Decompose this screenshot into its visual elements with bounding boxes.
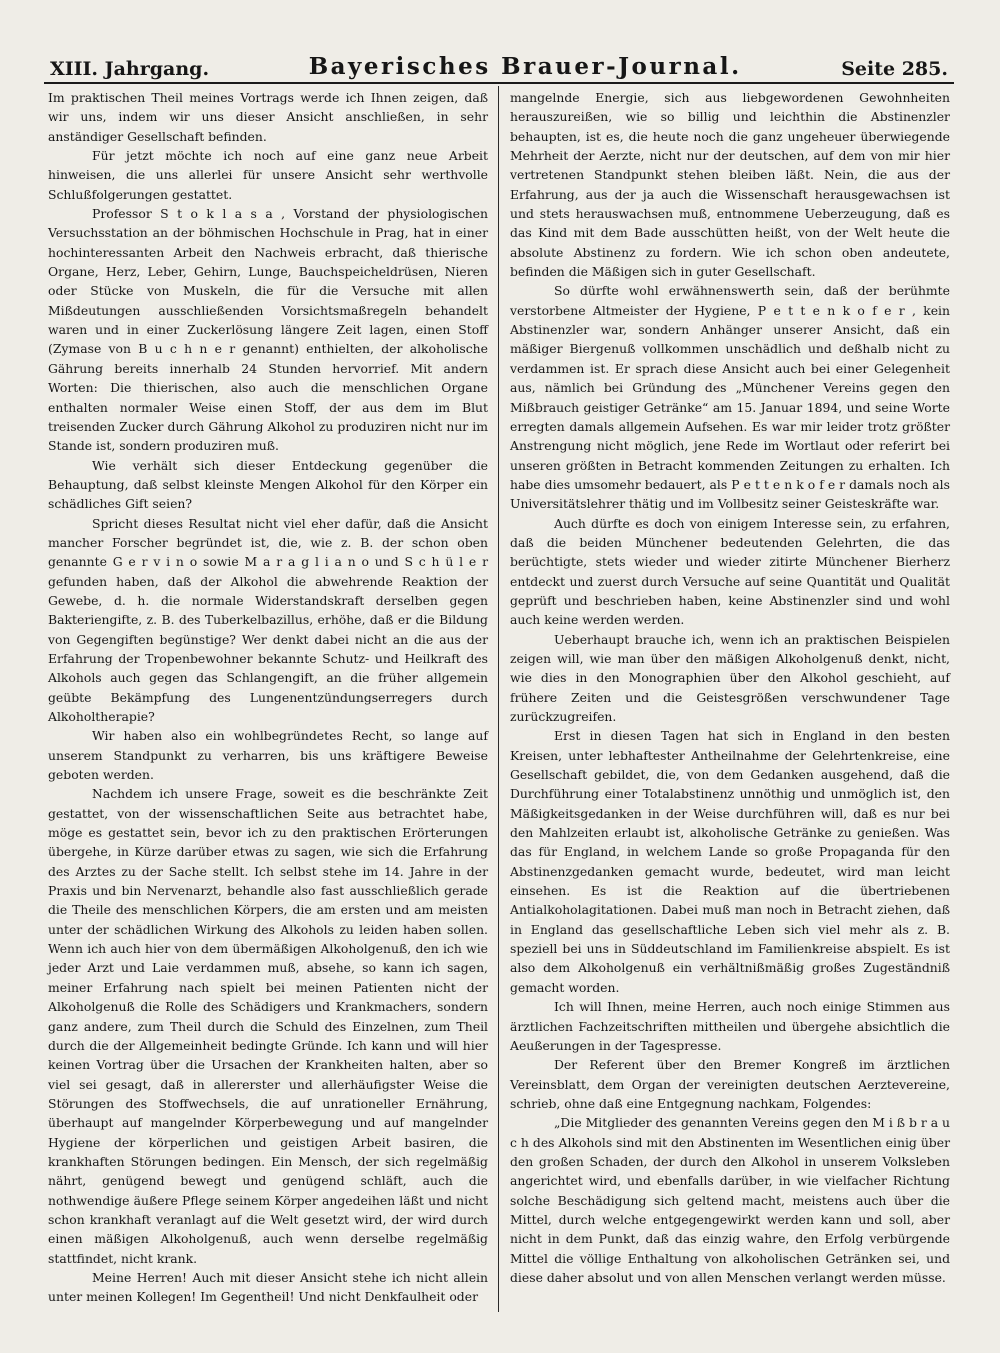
right-column — [510, 88, 950, 1287]
page-number: Seite 285. — [841, 58, 948, 80]
paragraph: Spricht dieses Resultat nicht viel eher dafür, daß die Ansicht mancher Forscher begründet ist, die, wie z. B. der schon oben genannte G e r v i n o sowie M a r a g l i a n o und S c h ü l e r gefunden haben, daß der Alkohol die abwehrende Reaktion der Gewebe, d. h. die normale Widerstandskraft derselben gegen Bakteriengifte, z. B. des Tuberkelbazillus, erhöhe, daß er die Bildung von Gegengiften begünstige? Wer denkt dabei nicht an die aus der Erfahrung der Tropenbewohner bekannte Schutz- und Heilkraft des Alkohols auch gegen das Schlangengift, an die früher allgemein geübte Bekämpfung des Lungenentzündungserregers durch Alkoholtherapie? — [48, 515, 488, 724]
column-divider — [498, 86, 499, 1312]
paragraph: Wir haben also ein wohlbegründetes Recht, so lange auf unserem Standpunkt zu verharren, bis uns kräftigere Beweise geboten werden. — [48, 728, 488, 783]
left-column — [48, 88, 488, 1307]
paragraph: Der Referent über den Bremer Kongreß im ärztlichen Vereinsblatt, dem Organ der vereinigten deutschen Aerztevereine, schrieb, ohne daß eine Entgegnung nachkam, Folgendes: — [510, 1057, 950, 1111]
volume-label: XIII. Jahrgang. — [50, 58, 210, 80]
header-rule — [44, 82, 954, 84]
paragraph: Im praktischen Theil meines Vortrags werde ich Ihnen zeigen, daß wir uns, indem wir uns dieser Ansicht anschließen, in sehr anständiger Gesellschaft befinden. — [48, 90, 488, 144]
paragraph: Ueberhaupt brauche ich, wenn ich an praktischen Beispielen zeigen will, wie man über den mäßigen Alkoholgenuß denkt, nicht, wie dies in den Monographien über den Alkohol geschieht, auf frühere Zeiten und die Geistesgrößen verschwundener Tage zurückzugreifen. — [510, 631, 950, 724]
paragraph: Ich will Ihnen, meine Herren, auch noch einige Stimmen aus ärztlichen Fachzeitschriften mittheilen und übergehe absichtlich die Aeußerungen in der Tagespresse. — [510, 999, 950, 1053]
paragraph: Wie verhält sich dieser Entdeckung gegenüber die Behauptung, daß selbst kleinste Mengen Alkohol für den Körper ein schädliches Gift seien? — [48, 457, 488, 512]
paragraph: Für jetzt möchte ich noch auf eine ganz neue Arbeit hinweisen, die uns allerlei für unsere Ansicht sehr werthvolle Schlußfolgerungen gestattet. — [48, 148, 488, 202]
paragraph: Erst in diesen Tagen hat sich in England in den besten Kreisen, unter lebhaftester Antheilnahme der Gelehrtenkreise, eine Gesellschaft gebildet, die, von dem Gedanken ausgehend, daß die Durchführung einer Totalabstinenz unnöthig und unmöglich ist, den Mäßigkeitsgedanken in der Weise durchführen will, daß es nur bei den Mahlzeiten erlaubt ist, alkoholische Getränke zu genießen. Was das für England, in welchem Lande so große Propaganda für den Abstinenzgedanken gemacht wurde, bedeutet, wird man leicht einsehen. Es ist die Reaktion auf die übertriebenen Antialkoholagitationen. Dabei muß man noch in Betracht ziehen, daß in England das gesellschaftliche Leben sich viel mehr als z. B. speziell bei uns in Süddeutschland im Familienkreise abspielt. Es ist also dem Alkoholgenuß ein verhältnißmäßig großes Zugeständniß gemacht worden. — [510, 728, 950, 995]
paragraph: Professor S t o k l a s a , Vorstand der physiologischen Versuchsstation an der böhmischen Hochschule in Prag, hat in einer hochinteressanten Arbeit den Nachweis erbracht, daß thierische Organe, Herz, Leber, Gehirn, Lunge, Bauchspeicheldrüsen, Nieren oder Stücke von Muskeln, die für die Versuche mit allen Mißdeutungen ausschließenden Vorsichtsmaßregeln behandelt waren und in einer Zuckerlösung längere Zeit lagen, einen Stoff (Zymase von B u c h n e r genannt) enthielten, der alkoholische Gährung bereits innerhalb 24 Stunden hervorrief. Mit andern Worten: Die thierischen, also auch die menschlichen Organe enthalten normaler Weise einen Stoff, der aus dem im Blut treisenden Zucker durch Gährung Alkohol zu produziren nicht nur im Stande ist, sondern produziren muß. — [48, 206, 488, 454]
paragraph: Auch dürfte es doch von einigem Interesse sein, zu erfahren, daß die beiden Münchener bedeutenden Gelehrten, die das berüchtigte, stets wieder und wieder zitirte Münchener Bierherz entdeckt und zuerst durch Versuche auf seine Quantität und Qualität geprüft und beschrieben haben, keine Abstinenzler sind und wohl auch keine werden werden. — [510, 515, 950, 628]
page-header — [50, 46, 948, 80]
journal-title: Bayerisches Brauer-Journal. — [308, 53, 742, 80]
paragraph: Meine Herren! Auch mit dieser Ansicht stehe ich nicht allein unter meinen Kollegen! Im Gegentheil! Und nicht Denkfaulheit oder — [48, 1269, 488, 1305]
paragraph: So dürfte wohl erwähnenswerth sein, daß der berühmte verstorbene Altmeister der Hygiene, P e t t e n k o f e r , kein Abstinenzler war, sondern Anhänger unserer Ansicht, daß ein mäßiger Biergenuß vollkommen unschädlich und deßhalb nicht zu verdammen ist. Er sprach diese Ansicht auch bei einer Gelegenheit aus, nämlich bei Gründung des „Münchener Vereins gegen den Mißbrauch geistiger Getränke“ am 15. Januar 1894, und seine Worte erregten damals allgemein Aufsehen. Es war mir leider trotz größter Anstrengung nicht möglich, jene Rede im Wortlaut oder referirt bei unseren größten in Betracht kommenden Zeitungen zu erhalten. Ich habe dies umsomehr bedauert, als P e t t e n k o f e r damals noch als Universitätslehrer thätig und im Vollbesitz seiner Geisteskräfte war. — [510, 283, 950, 512]
paragraph: mangelnde Energie, sich aus liebgewordenen Gewohnheiten herauszureißen, wie so billig und leichthin die Abstinenzler behaupten, ist es, die heute noch die ganz ungeheuer überwiegende Mehrheit der Aerzte, nicht nur der deutschen, auf dem von mir hier vertretenen Standpunkt stehen bleiben läßt. Nein, die aus der Erfahrung, aus der ja auch die Wissenschaft herausgewachsen ist und stets herauswachsen muß, entnommene Ueberzeugung, daß es das Kind mit dem Bade ausschütten heißt, von der Welt heute die absolute Abstinenz zu fordern. Wie ich schon oben andeutete, befinden die Mäßigen sich in guter Gesellschaft. — [510, 90, 950, 280]
paragraph: Nachdem ich unsere Frage, soweit es die beschränkte Zeit gestattet, von der wissenschaftlichen Seite aus betrachtet habe, möge es gestattet sein, bevor ich zu den praktischen Erörterungen übergehe, in Kürze darüber etwas zu sagen, wie sich die Erfahrung des Arztes zu der Sache stellt. Ich selbst stehe im 14. Jahre in der Praxis und bin Nervenarzt, behandle also fast ausschließlich gerade die Theile des menschlichen Körpers, die am ersten und am meisten unter der schädlichen Wirkung des Alkohols zu leiden haben sollen. Wenn ich auch hier von dem übermäßigen Alkoholgenuß, den ich wie jeder Arzt und Laie verdammen muß, absehe, so kann ich sagen, meiner Erfahrung nach spielt bei meinen Patienten nicht der Alkoholgenuß die Rolle des Schädigers und Krankmachers, sondern ganz andere, zum Theil durch die Schuld des Einzelnen, zum Theil durch die der Allgemeinheit bedingte Gründe. Ich kann und will hier keinen Vortrag über die Ursachen der Krankheiten halten, aber so viel sei gesagt, daß in allererster und allerhäufigster Weise die Störungen des Stoffwechsels, die auf unrationeller Ernährung, überhaupt auf mangelnder Körperbewegung und auf mangelnder Hygiene der körperlichen und geistigen Arbeit basiren, die krankhaften Störungen bedingen. Ein Mensch, der sich regelmäßig nährt, genügend bewegt und genügend schläft, auch die nothwendige äußere Pflege seinem Körper angedeihen läßt und nicht schon krankhaft veranlagt auf die Welt gesetzt wird, der wird durch einen mäßigen Alkoholgenuß, auch wenn derselbe regelmäßig stattfindet, nicht krank. — [48, 786, 488, 1266]
paragraph: „Die Mitglieder des genannten Vereins gegen den M i ß b r a u c h des Alkohols sind mit den Abstinenten im Wesentlichen einig über den großen Schaden, der durch den Alkohol in unserem Volksleben angerichtet wird, und ebenfalls darüber, in wie vielfacher Richtung solche Beschädigung sich geltend macht, meistens auch über die Mittel, durch welche entgegengewirkt werden kann und soll, aber nicht in dem Punkt, daß das einzig wahre, den Erfolg verbürgende Mittel die völlige Enthaltung von alkoholischen Getränken sei, und diese daher absolut und von allen Menschen verlangt werden müsse. — [510, 1115, 950, 1285]
